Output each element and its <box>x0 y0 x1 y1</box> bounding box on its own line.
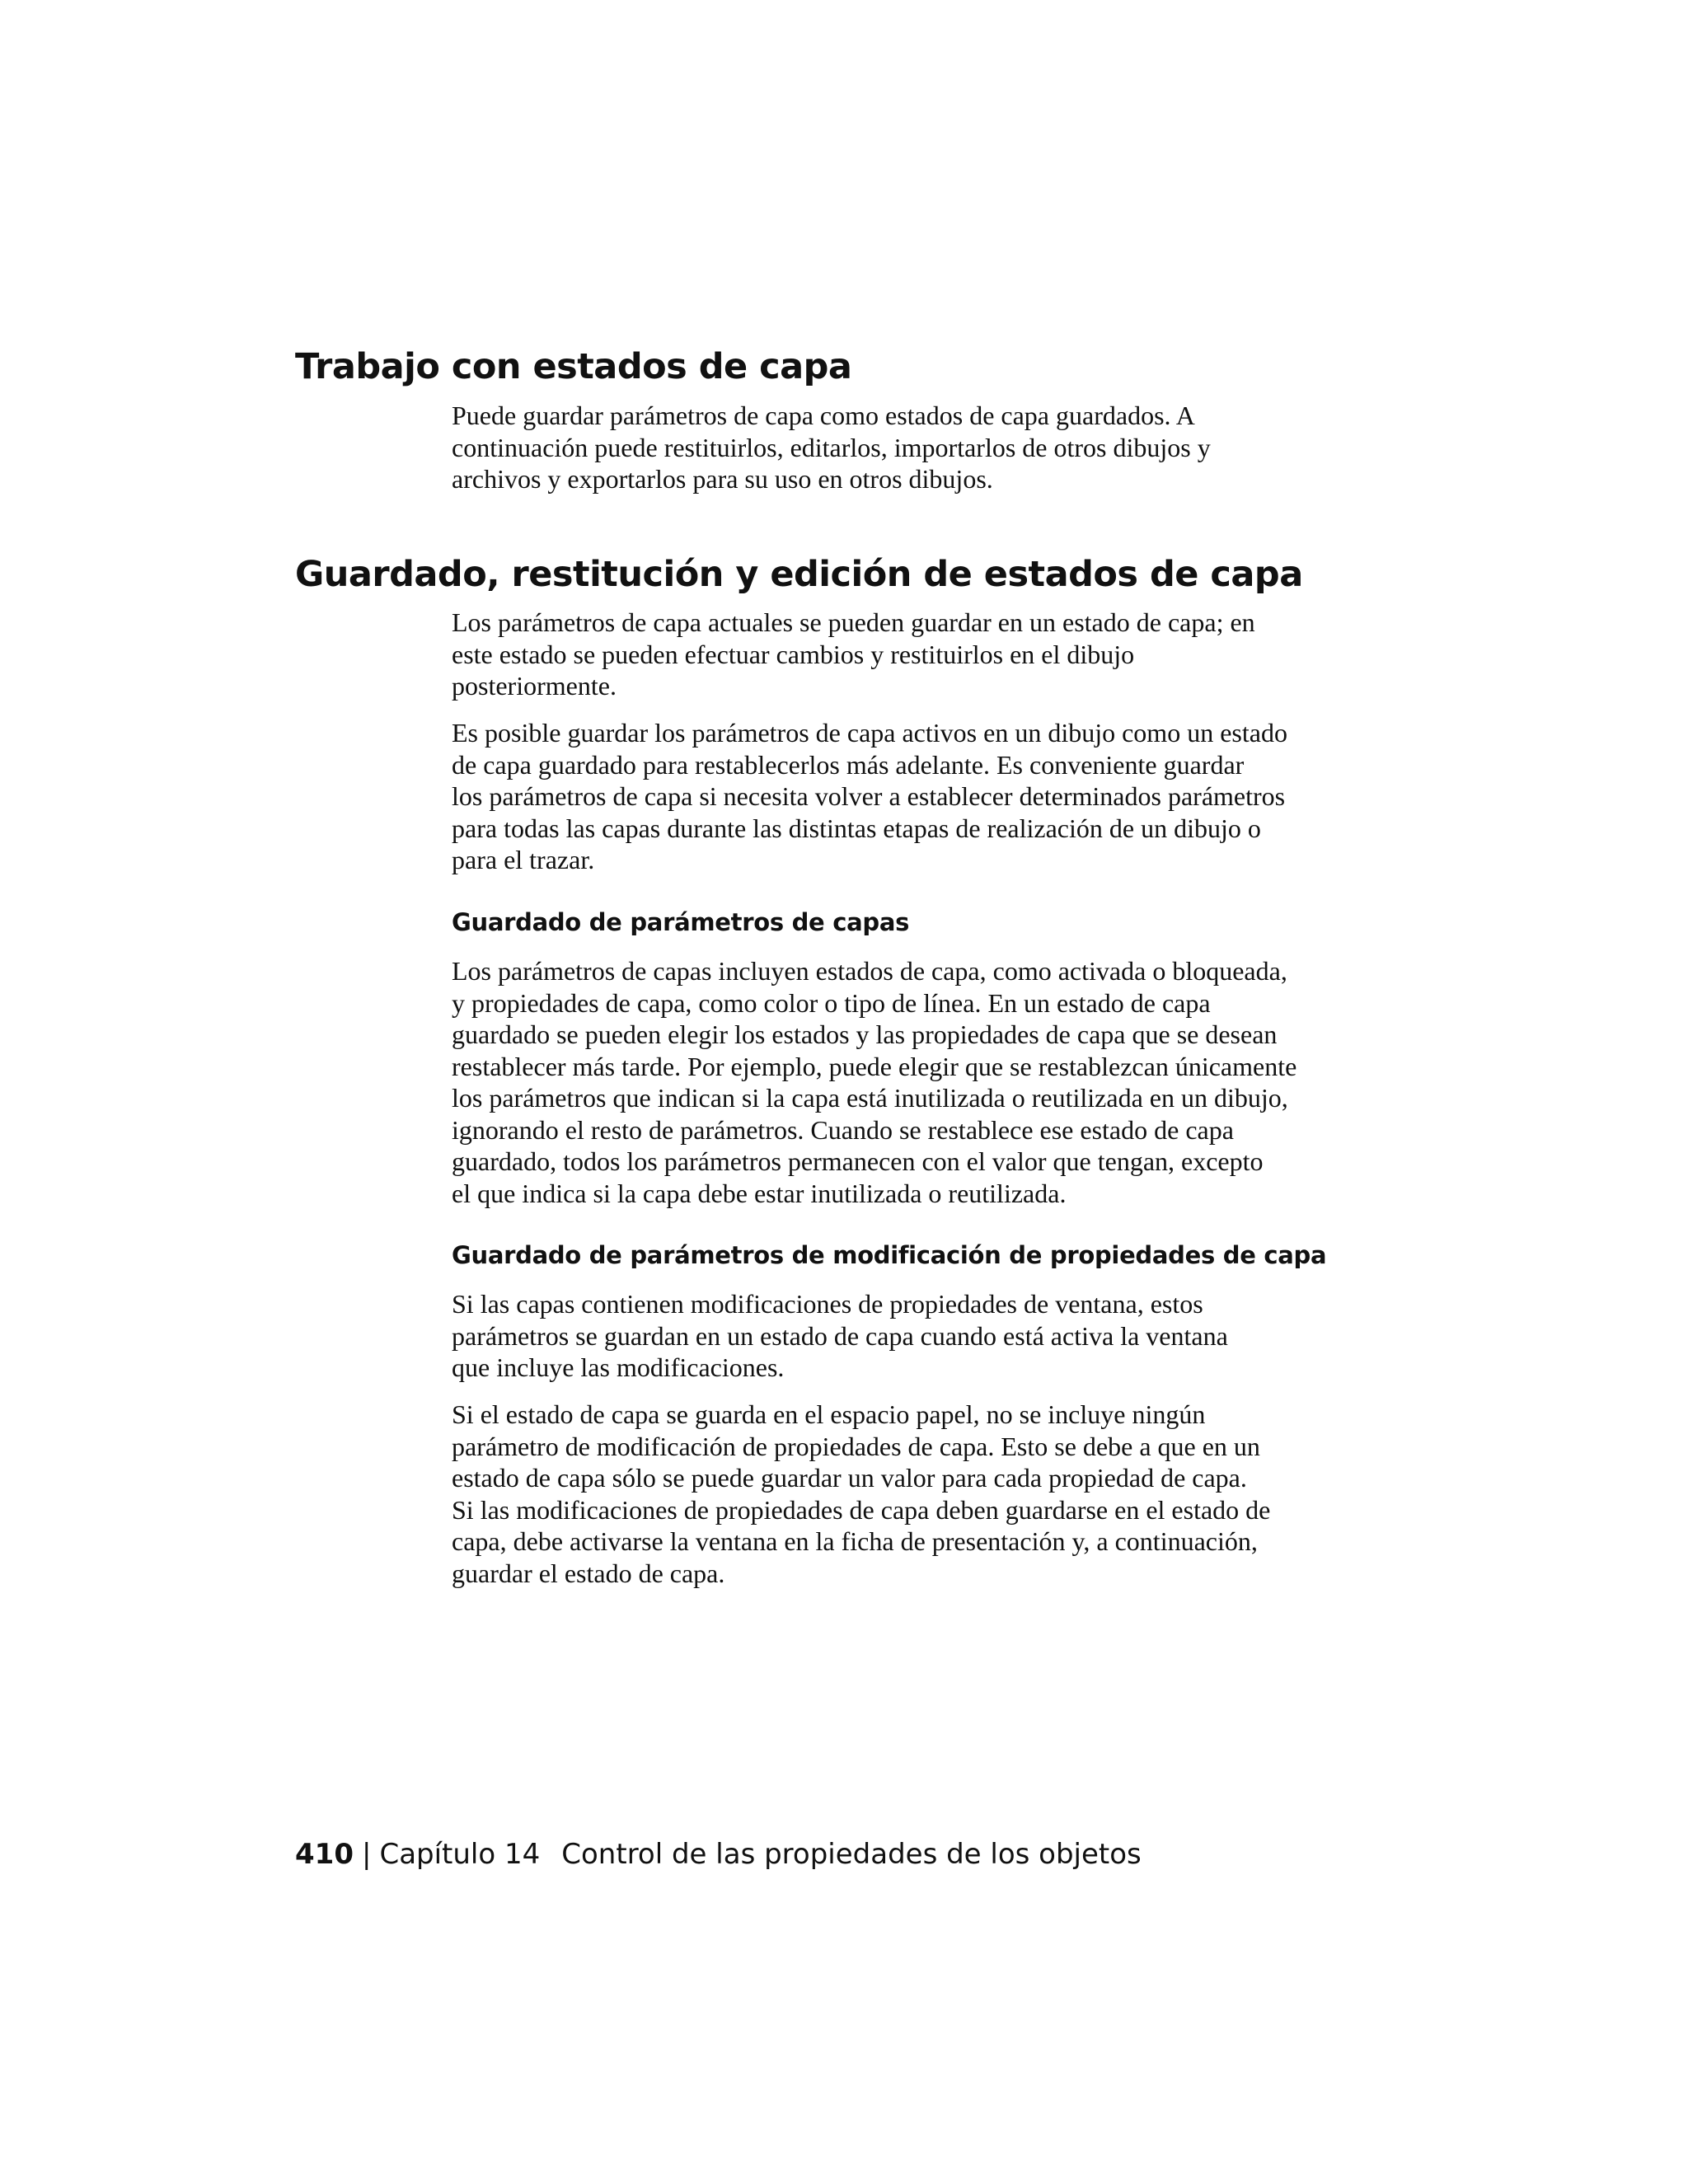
text-line: para todas las capas durante las distintas etapas de realización de un dibujo o <box>452 813 1261 843</box>
footer-separator: | <box>361 1838 372 1871</box>
text-line: que incluye las modificaciones. <box>452 1352 785 1382</box>
text-line: para el trazar. <box>452 845 595 874</box>
text-line: Si las modificaciones de propiedades de capa deben guardarse en el estado de <box>452 1494 1271 1525</box>
text-line: guardado, todos los parámetros permanecen con el valor que tengan, excepto <box>452 1146 1264 1176</box>
text-line: Es posible guardar los parámetros de capa activos en un dibujo como un estado <box>452 718 1287 748</box>
paragraph <box>452 607 1350 702</box>
paragraph <box>452 400 1350 495</box>
paragraph <box>452 1399 1350 1589</box>
subsection-heading: Guardado de parámetros de modificación de propiedades de capa <box>452 1241 1327 1269</box>
text-line: Si las capas contienen modificaciones de propiedades de ventana, estos <box>452 1289 1203 1319</box>
text-line: este estado se pueden efectuar cambios y restituirlos en el dibujo <box>452 639 1135 669</box>
text-line: Los parámetros de capas incluyen estados de capa, como activada o bloqueada, <box>452 956 1287 986</box>
text-line: de capa guardado para restablecerlos más adelante. Es conveniente guardar <box>452 749 1245 780</box>
paragraph <box>452 1288 1350 1384</box>
text-line: guardado se pueden elegir los estados y las propiedades de capa que se desean <box>452 1019 1278 1049</box>
paragraph <box>452 717 1350 876</box>
text-line: guardar el estado de capa. <box>452 1558 725 1588</box>
paragraph <box>452 955 1350 1209</box>
text-line: Los parámetros de capa actuales se pueden guardar en un estado de capa; en <box>452 607 1255 637</box>
text-line: posteriormente. <box>452 671 617 701</box>
page-number: 410 <box>295 1838 354 1871</box>
text-line: continuación puede restituirlos, editarlos, importarlos de otros dibujos y <box>452 432 1211 462</box>
text-line: parámetros se guardan en un estado de capa cuando está activa la ventana <box>452 1320 1228 1351</box>
text-line: Si el estado de capa se guarda en el espacio papel, no se incluye ningún <box>452 1399 1206 1429</box>
text-line: los parámetros de capa si necesita volver a establecer determinados parámetros <box>452 781 1286 811</box>
subsection-heading: Guardado de parámetros de capas <box>452 908 910 936</box>
text-line: ignorando el resto de parámetros. Cuando se restablece ese estado de capa <box>452 1114 1234 1145</box>
text-line: restablecer más tarde. Por ejemplo, puede elegir que se restablezcan únicamente <box>452 1051 1297 1081</box>
text-line: estado de capa sólo se puede guardar un valor para cada propiedad de capa. <box>452 1463 1247 1493</box>
text-line: Puede guardar parámetros de capa como estados de capa guardados. A <box>452 401 1195 430</box>
text-line: archivos y exportarlos para su uso en otros dibujos. <box>452 464 993 494</box>
text-line: capa, debe activarse la ventana en la ficha de presentación y, a continuación, <box>452 1526 1258 1556</box>
text-line: parámetro de modificación de propiedades de capa. Esto se debe a que en un <box>452 1431 1260 1461</box>
chapter-label: Capítulo 14 <box>379 1838 541 1871</box>
section-heading: Trabajo con estados de capa <box>295 346 852 387</box>
text-line: el que indica si la capa debe estar inutilizada o reutilizada. <box>452 1178 1067 1208</box>
page-footer <box>295 1836 1142 1872</box>
text-line: y propiedades de capa, como color o tipo de línea. En un estado de capa <box>452 987 1211 1018</box>
section-heading: Guardado, restitución y edición de estados de capa <box>295 554 1303 595</box>
text-line: los parámetros que indican si la capa está inutilizada o reutilizada en un dibujo, <box>452 1083 1288 1113</box>
chapter-title: Control de las propiedades de los objetos <box>561 1838 1142 1871</box>
